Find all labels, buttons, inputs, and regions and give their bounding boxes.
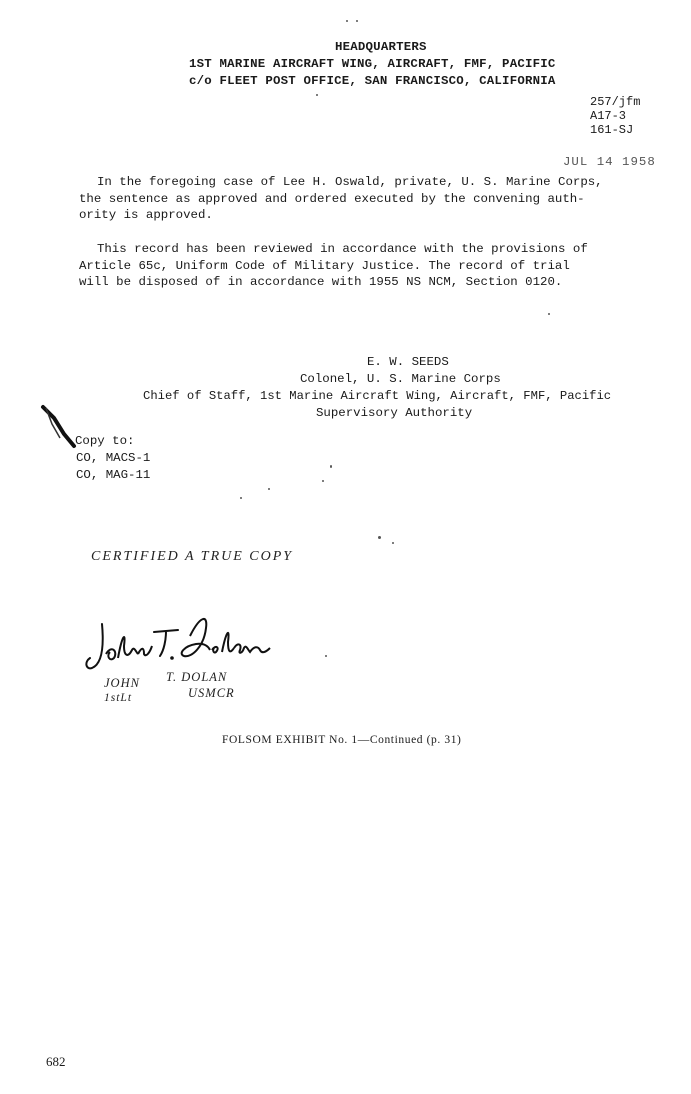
paragraph-line: ority is approved.: [79, 208, 213, 222]
copy-to-item: CO, MAG-11: [76, 468, 151, 482]
pen-mark-icon: [40, 404, 80, 450]
scan-speck: [378, 536, 381, 539]
signer-name: E. W. SEEDS: [367, 355, 449, 369]
scan-speck: [268, 488, 270, 490]
endorsement-paragraph: [79, 174, 649, 224]
exhibit-caption: FOLSOM EXHIBIT No. 1—Continued (p. 31): [222, 734, 462, 746]
scan-speck: [346, 20, 348, 22]
paragraph-line: will be disposed of in accordance with 1955 NS NCM, Section 0120.: [79, 275, 563, 289]
scan-speck: [392, 542, 394, 544]
scan-speck: [325, 655, 327, 657]
paragraph-line: Article 65c, Uniform Code of Military Justice. The record of trial: [79, 258, 570, 273]
paragraph-line: the sentence as approved and ordered executed by the convening auth-: [79, 191, 585, 206]
paragraph-line: This record has been reviewed in accordance with the provisions of: [97, 242, 588, 256]
copy-to-item: CO, MACS-1: [76, 451, 151, 465]
scan-speck: [548, 313, 550, 315]
certifier-last-name: T. DOLAN: [166, 670, 228, 684]
header-unit: 1ST MARINE AIRCRAFT WING, AIRCRAFT, FMF, PACIFIC: [189, 57, 556, 71]
reference-line-2: A17-3: [590, 109, 627, 123]
review-paragraph: [79, 241, 649, 291]
certifier-rank: 1stLt: [104, 692, 133, 704]
reference-line-1: 257/jfm: [590, 95, 641, 109]
signer-authority: Supervisory Authority: [316, 406, 473, 420]
certifier-first-name: JOHN: [104, 676, 140, 690]
header-address: c/o FLEET POST OFFICE, SAN FRANCISCO, CALIFORNIA: [189, 74, 556, 88]
paragraph-line: In the foregoing case of Lee H. Oswald, private, U. S. Marine Corps,: [97, 175, 603, 189]
certified-true-copy-stamp: CERTIFIED A TRUE COPY: [91, 549, 294, 564]
signer-title: Chief of Staff, 1st Marine Aircraft Wing, Aircraft, FMF, Pacific: [143, 389, 612, 403]
handwritten-signature: [80, 606, 280, 678]
scan-speck: [322, 480, 324, 482]
reference-block: [590, 95, 640, 137]
signer-rank: Colonel, U. S. Marine Corps: [300, 372, 501, 386]
certifier-component: USMCR: [188, 686, 235, 700]
page-number: 682: [46, 1054, 66, 1069]
scan-speck: [316, 94, 318, 96]
scan-speck: [240, 497, 242, 499]
copy-to-label: Copy to:: [75, 434, 135, 448]
date-stamp: JUL 14 1958: [563, 155, 656, 169]
header-headquarters: HEADQUARTERS: [335, 40, 427, 54]
scan-speck: [356, 20, 358, 22]
reference-line-3: 161-SJ: [590, 123, 634, 137]
scan-speck: [330, 465, 332, 468]
